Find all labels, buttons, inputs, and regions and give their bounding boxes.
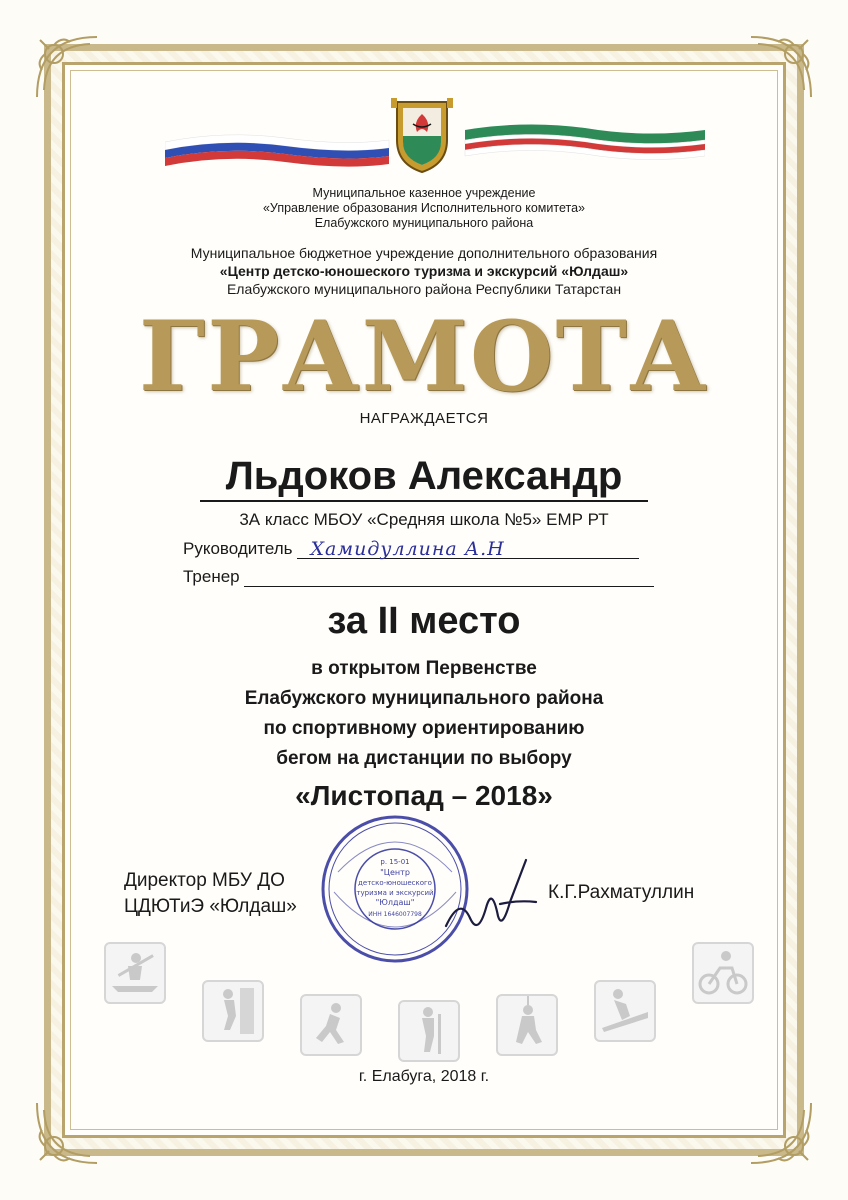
city-coat-of-arms-icon (389, 96, 455, 176)
description-line: в открытом Первенстве (311, 658, 537, 679)
founder-line-1: Муниципальное казенное учреждение (312, 186, 536, 200)
running-icon (300, 994, 362, 1056)
founder-line-3: Елабужского муниципального района (314, 216, 534, 230)
stamp-text-line: туризма и экскурсий (356, 889, 434, 897)
place-and-date: г. Елабуга, 2018 г. (358, 1068, 490, 1085)
recipient-school: 3А класс МБОУ «Средняя школа №5» ЕМР РТ (239, 510, 609, 529)
coach-line (244, 566, 654, 587)
leader-label: Руководитель (183, 539, 293, 558)
award-place: за II место (327, 600, 521, 642)
director-position (124, 868, 297, 920)
leader-row (183, 538, 639, 559)
issuer-line-1: Муниципальное бюджетное учреждение дополнительного образования (190, 245, 658, 261)
awarded-label: НАГРАЖДАЕТСЯ (359, 410, 489, 427)
hiking-icon (398, 1000, 460, 1062)
leader-line (297, 538, 639, 559)
issuer-line-3: Елабужского муниципального района Республики Татарстан (226, 281, 622, 297)
climbing-rope-icon (496, 994, 558, 1056)
leader-handwritten-name: Хамидуллина А.Н (310, 538, 505, 560)
stamp-text-line: "Юлдаш" (375, 898, 415, 907)
kayaking-icon (104, 942, 166, 1004)
stamp-text-line: р. 15-01 (380, 858, 410, 866)
description-line: Елабужского муниципального района (244, 688, 604, 709)
stamp-text-line: детско-юношеского (358, 879, 432, 887)
corner-ornament-icon (32, 32, 102, 102)
skiing-icon (594, 980, 656, 1042)
coach-label: Тренер (183, 567, 240, 586)
competition-description (0, 654, 848, 774)
director-name: К.Г.Рахматуллин (548, 882, 695, 903)
corner-ornament-icon (746, 1098, 816, 1168)
founder-organization (0, 186, 848, 231)
founder-line-2: «Управление образования Исполнительного комитета» (262, 201, 585, 215)
corner-ornament-icon (32, 1098, 102, 1168)
cycling-icon (692, 942, 754, 1004)
description-line: по спортивному ориентированию (263, 718, 585, 739)
stamp-text-line: "Центр (380, 868, 410, 877)
director-position-line-1: Директор МБУ ДО (124, 870, 285, 891)
issuer-line-2: «Центр детско-юношеского туризма и экскурсий «Юлдаш» (219, 263, 629, 279)
certificate-title: ГРАМОТА (138, 300, 710, 413)
stamp-text-line: ИНН 1646007798 (368, 911, 422, 918)
event-name: «Листопад – 2018» (295, 780, 553, 811)
coach-row (183, 566, 654, 587)
handwritten-signature-icon (440, 856, 540, 946)
director-position-line-2: ЦДЮТиЭ «Юлдаш» (124, 896, 297, 917)
corner-ornament-icon (746, 32, 816, 102)
issuing-organization (0, 244, 848, 298)
description-line: бегом на дистанции по выбору (276, 748, 572, 769)
recipient-name: Льдоков Александр (200, 452, 648, 502)
sport-icons-row (104, 938, 764, 1048)
climbing-icon (202, 980, 264, 1042)
